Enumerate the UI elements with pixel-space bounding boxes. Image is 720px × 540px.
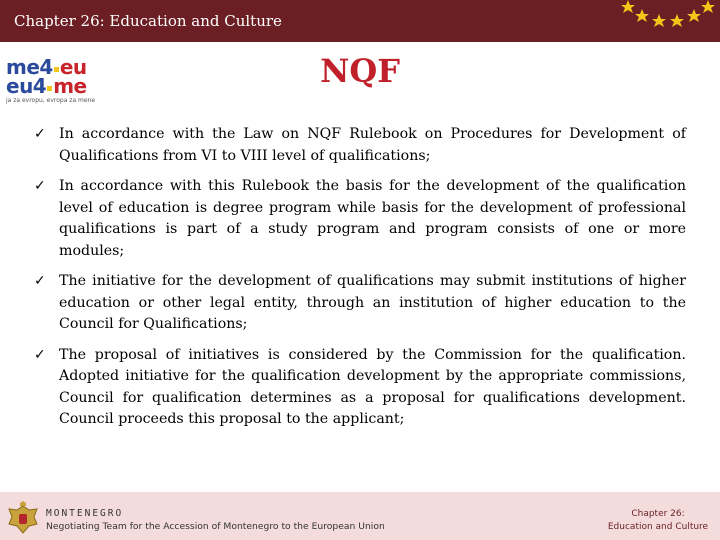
logo-tagline: ja za evropu, evropa za mene [6, 97, 96, 104]
star-icon [670, 14, 684, 27]
star-icon [652, 14, 666, 27]
chapter-title: Chapter 26: Education and Culture [14, 12, 282, 30]
footer-country: MONTENEGRO [46, 508, 124, 519]
me4eu-logo: me4 eu eu4 me ja za evropu, evropa za mene [6, 58, 106, 104]
bullet-text: The initiative for the development of qualifications may submit institutions of higher education or other legal entity, through an institution of higher education to the Council for Qualifications; [59, 273, 686, 332]
bullet-item [34, 271, 686, 336]
bullet-item [34, 124, 686, 167]
footer-chapter-number: Chapter 26: [631, 509, 685, 519]
footer-chapter [600, 508, 716, 534]
bullet-text: In accordance with this Rulebook the basis for the development of the qualification level of education is degree program while basis for the development of professional qualifications is part of a study program and program consists of one or more modules; [59, 178, 686, 259]
footer-chapter-name: Education and Culture [607, 522, 709, 532]
star-icon [621, 0, 635, 13]
slide-title: NQF [320, 52, 400, 90]
bullet-text: In accordance with the Law on NQF Rulebook on Procedures for Development of Qualifications from VI to VIII level of qualifications; [59, 126, 686, 164]
star-icon [687, 9, 701, 22]
bullet-list [34, 124, 686, 440]
checkmark-icon: ✓ [34, 178, 46, 194]
star-icon [701, 0, 715, 13]
coat-of-arms-icon [4, 500, 42, 538]
bullet-text: The proposal of initiatives is considered by the Commission for the qualification. Adopted initiative for the qualification development by the appropriate commissions, Council for qualification determines as a proposal for qualifications development. Council proceeds this proposal to the applicant; [59, 346, 686, 427]
star-icon [635, 9, 649, 22]
bullet-item [34, 345, 686, 431]
eu-stars-icon [600, 0, 720, 42]
bullet-item [34, 176, 686, 262]
checkmark-icon: ✓ [34, 346, 46, 363]
checkmark-icon: ✓ [34, 126, 46, 142]
checkmark-icon: ✓ [34, 273, 46, 289]
footer-team: Negotiating Team for the Accession of Montenegro to the European Union [46, 521, 385, 532]
